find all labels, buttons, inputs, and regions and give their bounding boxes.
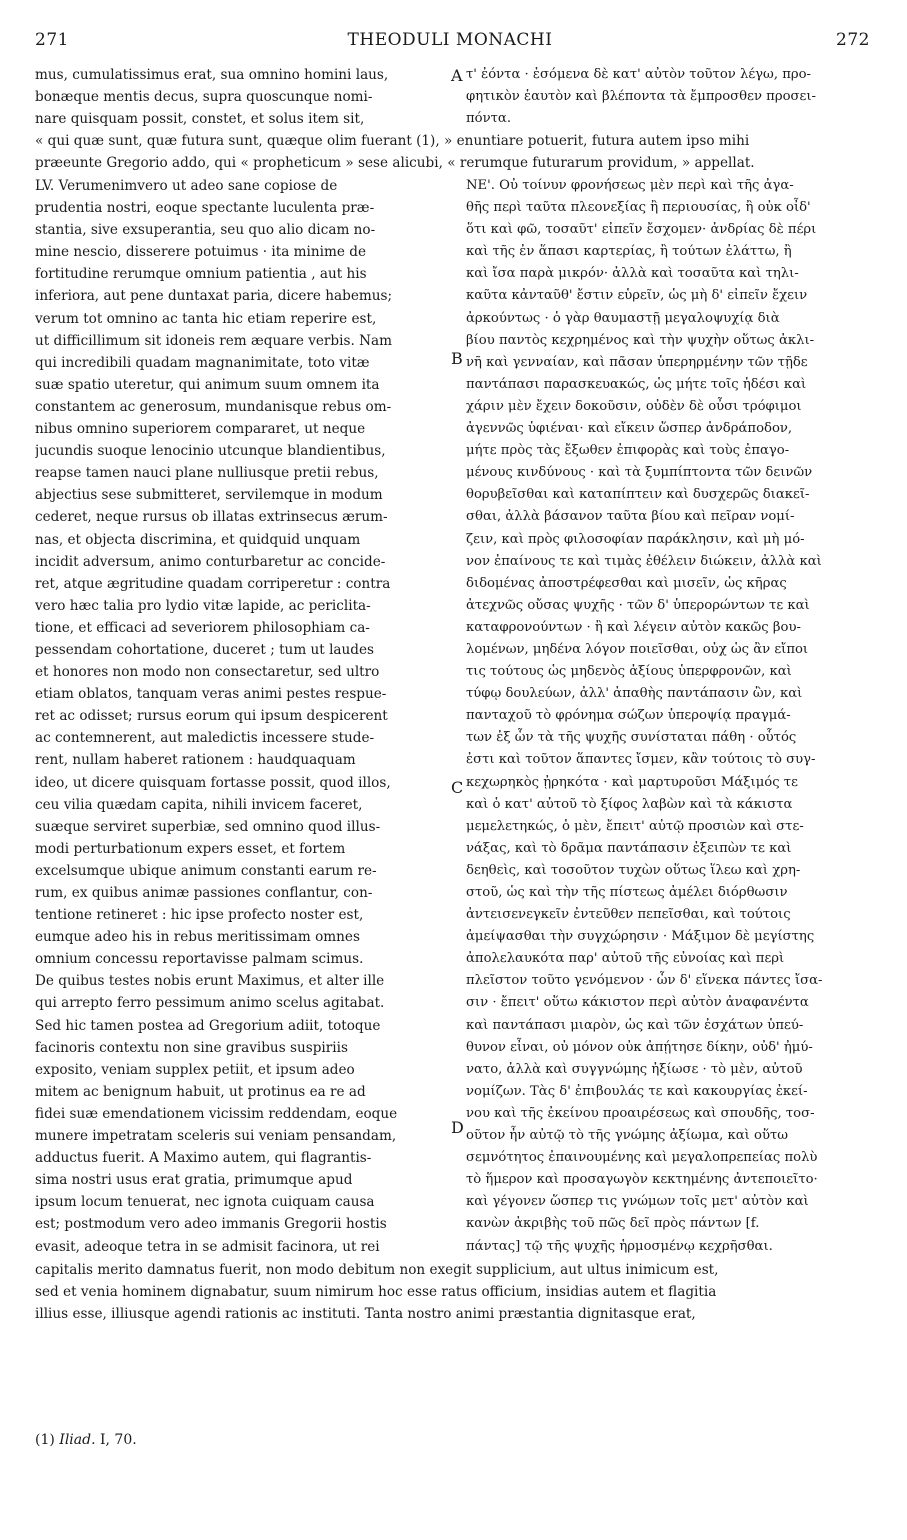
text-line: præeunte Gregorio addo, qui « propheticum » sese alicubi, « rerumque futurarum providum, » appellat.: [35, 155, 755, 172]
text-line: νῆ καὶ γενναίαν, καὶ πᾶσαν ὑπερηρμένην τῶν τῇδε: [466, 354, 808, 370]
text-line: jucundis suoque lenocinio utcunque blandientibus,: [35, 443, 386, 460]
page-number-left: 271: [35, 30, 69, 50]
text-line: ret, atque ægritudine quadam corriperetur : contra: [35, 575, 391, 592]
running-title: THEODULI MONACHI: [347, 30, 553, 50]
margin-marker-b: B: [451, 349, 463, 368]
text-line: καταφρονούντων · ἢ καὶ λέγειν αὐτὸν κακῶς βου-: [466, 619, 801, 635]
spanning-text-bottom: [35, 1259, 875, 1325]
text-line: ἀγεννῶς ὑφιέναι· καὶ εἴκειν ὥσπερ ἀνδράποδον,: [466, 421, 793, 437]
text-line: bonæque mentis decus, supra quoscunque nomi-: [35, 89, 373, 106]
text-line: νάξας, καὶ τὸ δρᾶμα παντάπασιν ἐξειπὼν τε καὶ: [466, 840, 792, 856]
text-line: modi perturbationum expers esset, et fortem: [35, 840, 346, 857]
text-line: διδομένας ἀποστρέφεσθαι καὶ μισεῖν, ὡς κῆρας: [466, 575, 787, 591]
text-line: ut difficillimum sit idoneis rem æquare verbis. Nam: [35, 332, 392, 349]
text-line: των ἐξ ὧν τὰ τῆς ψυχῆς συνίσταται πάθη · οὗτός: [466, 730, 797, 746]
text-line: prudentia nostri, eoque spectante luculenta præ-: [35, 200, 375, 217]
text-line: incidit adversum, animo conturbaretur ac concide-: [35, 553, 386, 570]
text-line: nas, et objecta discrimina, et quidquid unquam: [35, 531, 361, 548]
text-line: mitem ac benignum habuit, ut protinus ea re ad: [35, 1083, 366, 1100]
latin-column: [35, 175, 445, 1258]
text-line: τις τούτους ὡς μηδενὸς ἀξίους ὑπερφρονῶν, καὶ: [466, 664, 792, 680]
text-line: βίου παντὸς κεχρημένος καὶ τὴν ψυχὴν οὕτως ἀκλι-: [466, 332, 815, 348]
text-line: eumque adeo his in rebus meritissimam omnes: [35, 929, 360, 946]
text-line: et honores non modo non consectaretur, sed ultro: [35, 664, 380, 681]
text-line: ceu vilia quædam capita, nihili invicem faceret,: [35, 796, 363, 813]
text-line: πόντα.: [466, 111, 512, 127]
text-line: ret ac odisset; rursus eorum qui ipsum despicerent: [35, 708, 388, 725]
text-line: οῦτον ἦν αὐτῷ τὸ τῆς γνώμης ἀξίωμα, καὶ οὕτω: [466, 1128, 789, 1144]
text-line: χάριν μὲν ἔχειν δοκοῦσιν, οὐδὲν δὲ οὖσι τρόφιμοι: [466, 398, 802, 414]
text-line: νου καὶ τῆς ἐκείνου προαιρέσεως καὶ σπουδῆς, τοσ-: [466, 1105, 815, 1121]
text-line: καὶ γέγονεν ὥσπερ τις γνώμων τοῖς μετ' αὐτὸν καὶ: [466, 1194, 809, 1210]
text-line: πάντας] τῷ τῆς ψυχῆς ἡρμοσμένῳ κεχρῆσθαι.: [466, 1238, 773, 1254]
text-line: κανὼν ἀκριβὴς τοῦ πῶς δεῖ πρὸς πάντων [f.: [466, 1216, 760, 1232]
text-line: qui arrepto ferro pessimum animo scelus agitabat.: [35, 995, 385, 1012]
text-line: etiam oblatos, tanquam veras animi pestes respue-: [35, 686, 387, 703]
text-line: σθαι, ἀλλὰ βάσανον ταῦτα βίου καὶ πεῖραν νομί-: [466, 509, 795, 525]
text-line: νατο, ἀλλὰ καὶ συγγνώμης ἠξίωσε · τὸ μὲν, αὐτοῦ: [466, 1061, 803, 1077]
footnote-reference: Iliad.: [59, 1432, 96, 1448]
text-line: ἀπολελαυκότα παρ' αὐτοῦ τῆς εὐνοίας καὶ περὶ: [466, 951, 785, 967]
text-line: καῦτα κἀνταῦθ' ἔστιν εὑρεῖν, ὡς μὴ δ' εἰπεῖν ἔχειν: [466, 288, 808, 304]
text-line: sima nostri usus erat gratia, primumque apud: [35, 1172, 353, 1189]
text-line: ΝΕ'. Οὐ τοίνυν φρονήσεως μὲν περὶ καὶ τῆς ἀγα-: [466, 178, 794, 193]
greek-column: [466, 175, 876, 1258]
text-line: cederet, neque rursus ob illatas extrinsecus ærum-: [35, 509, 388, 526]
text-line: verum tot omnino ac tanta hic etiam reperire est,: [35, 310, 377, 327]
margin-marker-a: A: [451, 66, 463, 85]
text-line: pessendam cohortatione, duceret ; tum ut laudes: [35, 641, 374, 658]
text-line: τ' ἐόντα · ἐσόμενα δὲ κατ' αὐτὸν τοῦτον λέγω, προ-: [466, 67, 812, 82]
top-right-text: [466, 64, 876, 130]
text-line: LV. Verumenimvero ut adeo sane copiose de: [35, 178, 338, 194]
text-line: nare quisquam possit, constet, et solus item sit,: [35, 111, 365, 128]
text-line: μήτε πρὸς τὰς ἔξωθεν ἐπιφορὰς καὶ τοὺς ἐπαγο-: [466, 443, 790, 459]
text-line: νομίζων. Τὰς δ' ἐπιβουλάς τε καὶ κακουργίας ἐκεί-: [466, 1083, 808, 1099]
text-line: πανταχοῦ τὸ φρόνημα σώζων ὑπεροψίᾳ πραγμά-: [466, 708, 791, 724]
text-line: θῆς περὶ ταῦτα πλεονεξίας ἢ περιουσίας, ἢ οὐκ οἶδ': [466, 200, 811, 216]
text-line: adductus fuerit. A Maximo autem, qui flagrantis-: [35, 1150, 372, 1167]
text-line: ac contemnerent, aut maledictis incessere stude-: [35, 730, 375, 747]
text-line: rent, nullam haberet rationem : haudquaquam: [35, 752, 356, 769]
text-line: ideo, ut dicere quisquam fortasse possit, quod illos,: [35, 774, 391, 791]
text-line: λομένων, μηδένα λόγον ποιεῖσθαι, οὐχ ὡς ἂν εἴποι: [466, 641, 809, 657]
text-line: fortitudine rerumque omnium patientia , aut his: [35, 266, 367, 283]
text-line: exposito, veniam supplex petiit, et ipsum adeo: [35, 1061, 355, 1078]
text-line: illius esse, illiusque agendi rationis ac instituti. Tanta nostro animi præstantia dignitasque erat,: [35, 1306, 696, 1323]
margin-marker-d: D: [451, 1118, 464, 1137]
text-line: ἀρκούντως · ὁ γὰρ θαυμαστῇ μεγαλοψυχίᾳ διὰ: [466, 310, 780, 326]
margin-marker-c: C: [451, 778, 464, 797]
text-line: ὅτι καὶ φῶ, τοσαῦτ' εἰπεῖν ἔσχομεν· ἀνδρίας δὲ πέρι: [466, 222, 817, 238]
text-line: καὶ παντάπασι μιαρὸν, ὡς καὶ τῶν ἐσχάτων ὑπεύ-: [466, 1017, 804, 1033]
text-line: ζειν, καὶ πρὸς φιλοσοφίαν παράκλησιν, καὶ μὴ μό-: [466, 531, 805, 547]
text-line: suæque serviret superbiæ, sed omnino quod illus-: [35, 818, 381, 835]
text-line: ἐστι καὶ τοῦτον ἅπαντες ἴσμεν, κἂν τούτοις τὸ συγ-: [466, 752, 816, 768]
text-line: nibus omnino superiorem compararet, ut neque: [35, 421, 366, 438]
text-line: munere impetratam sceleris sui veniam pensandam,: [35, 1128, 397, 1145]
text-line: omnium concessu reportavisse palmam scimus.: [35, 951, 364, 968]
running-header: [30, 30, 870, 54]
text-line: vero hæc talia pro lydio vitæ lapide, ac periclita-: [35, 597, 371, 614]
text-line: στοῦ, ὡς καὶ τὴν τῆς πίστεως ἀμέλει διόρθωσιν: [466, 885, 788, 900]
text-line: fidei suæ emendationem vicissim reddendam, eoque: [35, 1105, 398, 1122]
text-line: facinoris contextu non sine gravibus suspiriis: [35, 1039, 348, 1056]
text-line: capitalis merito damnatus fuerit, non modo debitum non exegit supplicium, aut ultus inimicum est,: [35, 1262, 719, 1278]
text-line: « qui quæ sunt, quæ futura sunt, quæque olim fuerant (1), » enuntiare potuerit, futura autem ipso mihi: [35, 133, 750, 149]
text-line: excelsumque ubique animum constanti earum re-: [35, 862, 377, 879]
text-line: suæ spatio uteretur, qui animum suum omnem ita: [35, 376, 380, 393]
text-line: σεμνότητος ἐπαινουμένης καὶ μεγαλοπρεπείας πολὺ: [466, 1150, 818, 1166]
text-line: inferiora, aut pene duntaxat paria, dicere habemus;: [35, 288, 393, 305]
footnote-location: I, 70.: [100, 1432, 137, 1448]
text-line: ipsum locum tenuerat, nec ignota cuiquam causa: [35, 1194, 375, 1211]
text-line: τὸ ἥμερον καὶ προσαγωγὸν κεκτημένης ἀντεποιεῖτο·: [466, 1172, 818, 1188]
text-line: δεηθεὶς, καὶ τοσοῦτον τυχὼν οὕτως ἵλεω καὶ χρη-: [466, 862, 801, 878]
text-line: tione, et efficaci ad severiorem philosophiam ca-: [35, 619, 370, 636]
text-line: abjectius sese submitteret, servilemque in modum: [35, 487, 383, 504]
text-line: νον ἐπαίνους τε καὶ τιμὰς ἐθέλειν διώκειν, ἀλλὰ καὶ: [466, 553, 822, 569]
text-line: καὶ ἴσα παρὰ μικρόν· ἀλλὰ καὶ τοσαῦτα καὶ τηλι-: [466, 266, 799, 282]
top-left-text: [35, 64, 445, 130]
text-line: rum, ex quibus animæ passiones conflantur, con-: [35, 885, 373, 901]
text-line: mine nescio, disserere potuimus · ita minime de: [35, 244, 366, 261]
footnote: [35, 1432, 137, 1448]
text-line: Sed hic tamen postea ad Gregorium adiit, totoque: [35, 1017, 381, 1034]
spanning-text-top: [35, 130, 875, 174]
text-line: ἀμείψασθαι τὴν συγχώρησιν · Μάξιμον δὲ μεγίστης: [466, 929, 815, 945]
text-line: stantia, sive exsuperantia, seu quo alio dicam no-: [35, 222, 376, 239]
text-line: mus, cumulatissimus erat, sua omnino homini laus,: [35, 67, 389, 83]
text-line: καὶ τῆς ἐν ἅπασι καρτερίας, ἢ τούτων ἐλάττω, ἢ: [466, 244, 792, 260]
text-line: πλεῖστον τοῦτο γενόμενον · ὧν δ' εἵνεκα πάντες ἴσα-: [466, 973, 823, 989]
text-line: μεμελετηκώς, ὁ μὲν, ἔπειτ' αὐτῷ προσιὼν καὶ στε-: [466, 818, 804, 834]
text-line: σιν · ἔπειτ' οὕτω κάκιστον περὶ αὐτὸν ἀναφανέντα: [466, 995, 809, 1011]
text-line: ἀντεισενεγκεῖν ἐντεῦθεν πεπεῖσθαι, καὶ τούτοις: [466, 907, 791, 923]
text-line: θορυβεῖσθαι καὶ καταπίπτειν καὶ δυσχερῶς διακεῖ-: [466, 487, 810, 503]
text-line: μένους κινδύνους · καὶ τὰ ξυμπίπτοντα τῶν δεινῶν: [466, 465, 813, 481]
page-number-right: 272: [836, 30, 870, 50]
text-line: φητικὸν ἑαυτὸν καὶ βλέποντα τὰ ἔμπροσθεν προσει-: [466, 89, 816, 105]
text-line: παντάπασι παρασκευακώς, ὡς μήτε τοῖς ἡδέσι καὶ: [466, 376, 807, 392]
text-line: est; postmodum vero adeo immanis Gregorii hostis: [35, 1216, 387, 1233]
text-line: κεχωρηκὸς ᾐρηκότα · καὶ μαρτυροῦσι Μάξιμός τε: [466, 774, 798, 790]
text-line: ἀτεχνῶς οὔσας ψυχῆς · τῶν δ' ὑπερορώντων τε καὶ: [466, 597, 810, 613]
text-line: qui incredibili quadam magnanimitate, toto vitæ: [35, 354, 370, 371]
text-line: θυνον εἶναι, οὐ μόνον οὐκ ἀπῄτησε δίκην, οὐδ' ἠμύ-: [466, 1039, 813, 1055]
text-line: constantem ac generosum, mundanisque rebus om-: [35, 398, 392, 415]
text-line: evasit, adeoque tetra in se admisit facinora, ut rei: [35, 1238, 380, 1255]
text-line: De quibus testes nobis erunt Maximus, et alter ille: [35, 973, 385, 990]
footnote-number: (1): [35, 1432, 55, 1448]
text-line: τύφῳ δουλεύων, ἀλλ' ἀπαθὴς παντάπασιν ὢν, καὶ: [466, 686, 803, 702]
text-line: tentione retineret : hic ipse profecto noster est,: [35, 907, 364, 924]
text-line: reapse tamen nauci plane nulliusque pretii rebus,: [35, 465, 379, 482]
text-line: καὶ ὁ κατ' αὐτοῦ τὸ ξίφος λαβὼν καὶ τὰ κάκιστα: [466, 796, 793, 812]
text-line: sed et venia hominem dignabatur, suum nimirum hoc esse ratus officium, insidias autem et flagitia: [35, 1284, 717, 1301]
